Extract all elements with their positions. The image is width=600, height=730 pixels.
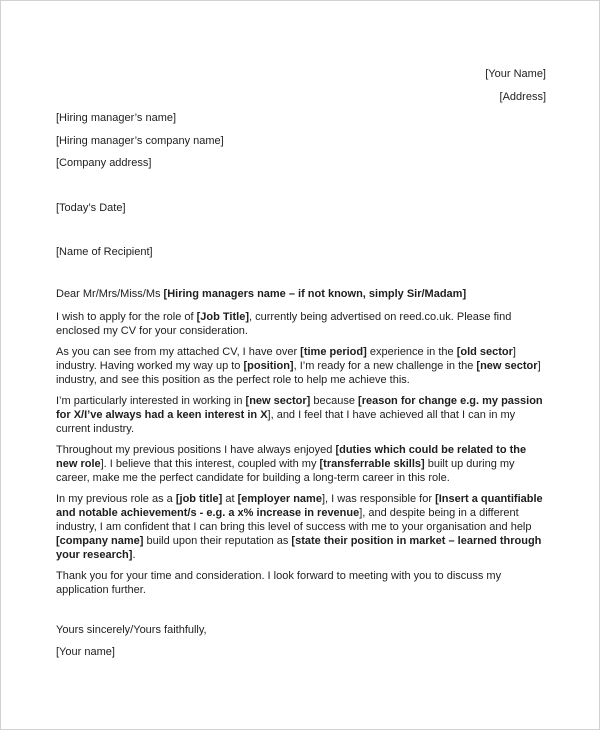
date-line: [Today’s Date]	[56, 202, 126, 214]
body-paragraph-4: Throughout my previous positions I have always enjoyed [duties which could be related to the new role]. I believe that this interest, coupled with my [transferrable skills] built up during my career, make me the perfect candidate for building a long-term career in this role.	[56, 444, 527, 484]
body-paragraph-3: I’m particularly interested in working in [new sector] because [reason for change e.g. my passion for X/I’ve always had a keen interest in X], and I feel that I have achieved all that I can in my current industry.	[56, 395, 543, 435]
body-paragraph-6: Thank you for your time and consideration. I look forward to meeting with you to discuss my application further.	[56, 570, 502, 596]
sender-name-line: [Your Name]	[485, 68, 546, 80]
body-paragraph-5: In my previous role as a [job title] at [employer name], I was responsible for [Insert a quantifiable and notable achievement/s - e.g. a x% increase in revenue], and despite being in a different industry, I am confident that I can bring this level of success with me to your organisation and help [company name] build upon their reputation as [state their position in market – learned through your research].	[56, 493, 543, 561]
hiring-manager-company-line: [Hiring manager’s company name]	[56, 135, 224, 147]
body-paragraph-1: I wish to apply for the role of [Job Title], currently being advertised on reed.co.uk. Please find enclosed my CV for your consideration.	[56, 311, 512, 337]
company-address-line: [Company address]	[56, 157, 152, 169]
hiring-manager-name-line: [Hiring manager’s name]	[56, 112, 177, 124]
sender-address-line: [Address]	[499, 91, 546, 103]
salutation: Dear Mr/Mrs/Miss/Ms [Hiring managers name – if not known, simply Sir/Madam]	[56, 288, 467, 300]
recipient-name-line: [Name of Recipient]	[56, 246, 153, 258]
body-paragraph-2: As you can see from my attached CV, I have over [time period] experience in the [old sector] industry. Having worked my way up to [position], I’m ready for a new challenge in the [new sector] industry, and see this position as the perfect role to help me achieve this.	[56, 346, 541, 386]
signature-line: [Your name]	[56, 646, 115, 658]
valediction: Yours sincerely/Yours faithfully,	[56, 624, 207, 636]
letter-content	[56, 67, 546, 659]
